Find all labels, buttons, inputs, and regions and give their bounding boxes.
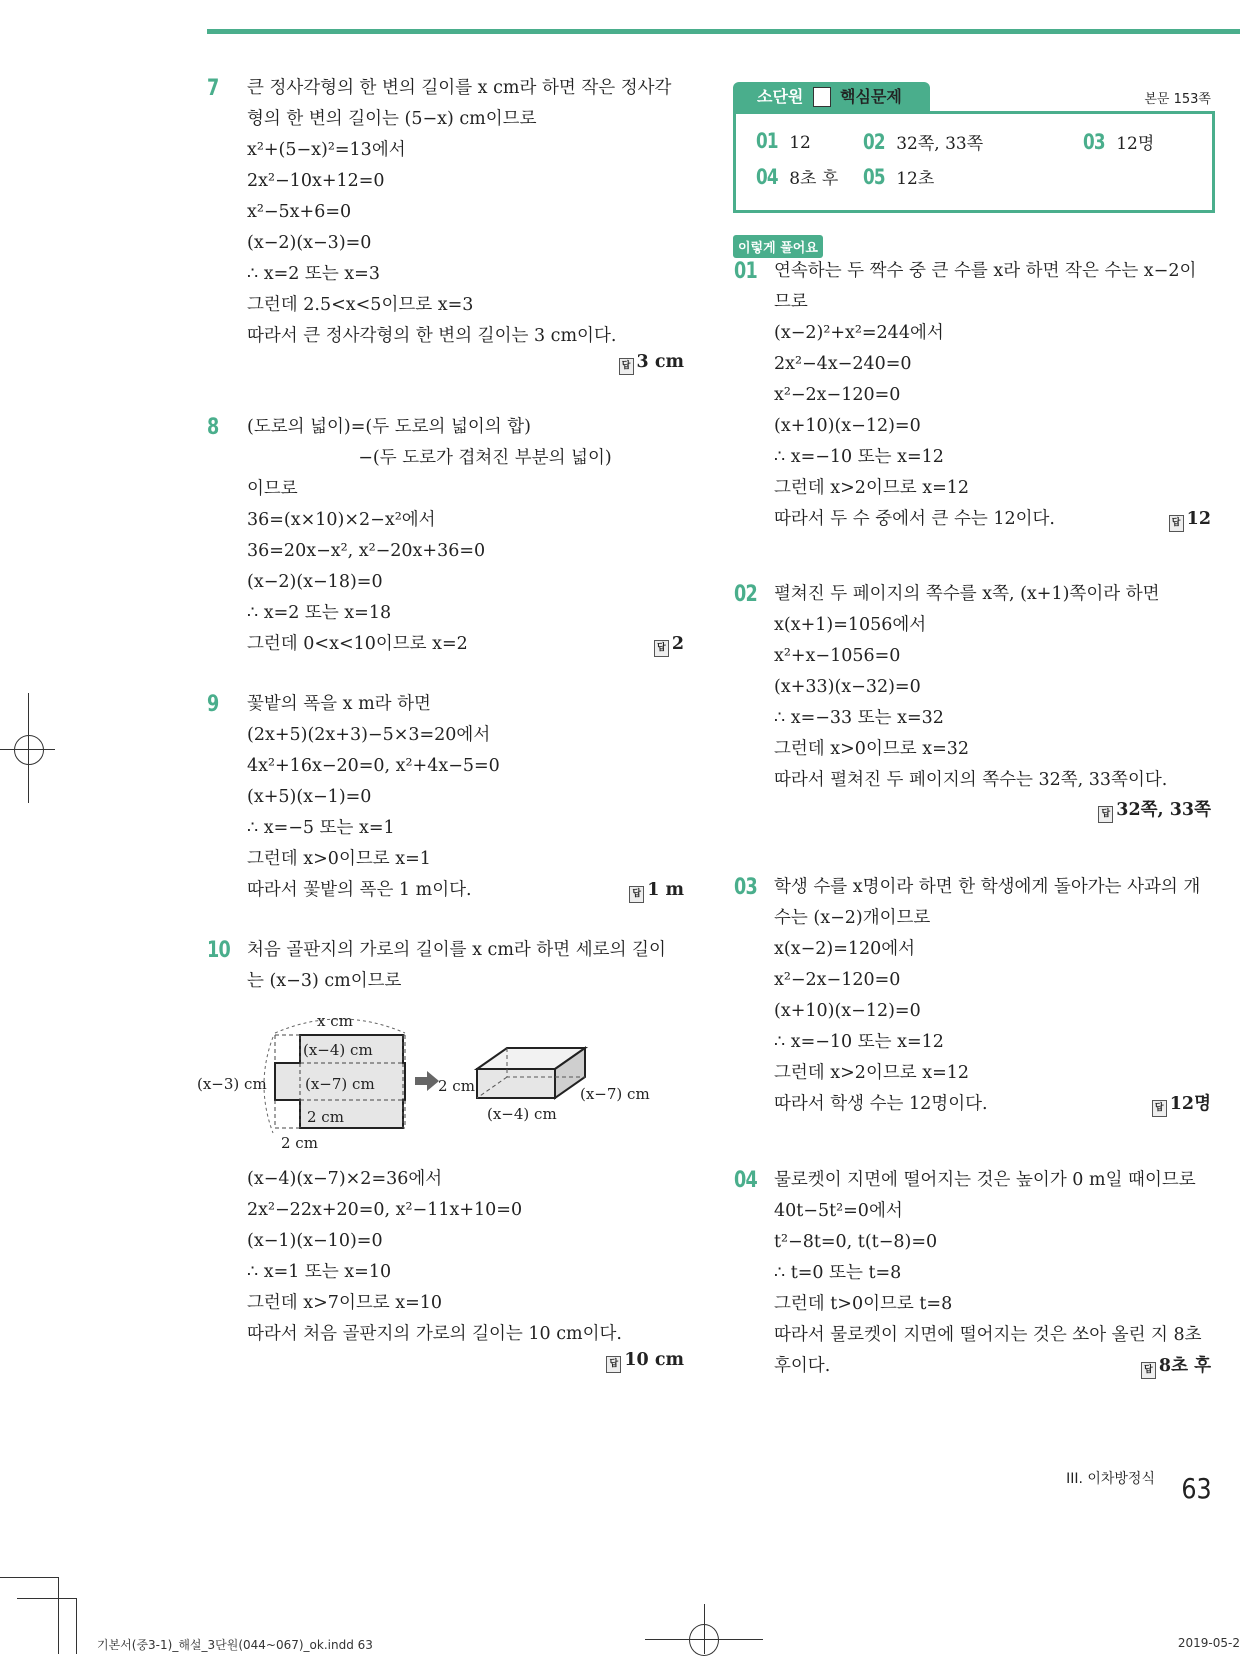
problem-number: 8 — [207, 415, 219, 440]
solution-line: (x−4)(x−7)×2=36에서 — [247, 1169, 443, 1189]
solution-line: 처음 골판지의 가로의 길이를 x cm라 하면 세로의 길이 — [247, 940, 666, 960]
header-rule — [207, 29, 1240, 34]
arrow-icon — [415, 1071, 439, 1091]
answer — [1169, 504, 1211, 535]
problem-number: 10 — [207, 938, 230, 963]
problem-04 — [734, 1165, 1211, 1382]
solution-line: 그런데 x>2이므로 x=12 — [774, 1063, 970, 1083]
answer-text: 12명 — [1169, 1094, 1211, 1114]
problem-number: 03 — [734, 875, 757, 900]
solution-line: t²−8t=0, t(t−8)=0 — [774, 1232, 938, 1252]
answer-marker-icon: 답 — [606, 1356, 621, 1373]
problem-number: 9 — [207, 692, 219, 717]
solution-line: 그런데 t>0이므로 t=8 — [774, 1294, 953, 1314]
solution-line: 2x²−10x+12=0 — [247, 171, 385, 191]
solution-line: 그런데 x>0이므로 x=32 — [774, 739, 970, 759]
answer — [654, 629, 684, 660]
box-diagram — [438, 1048, 650, 1123]
problem-01 — [734, 256, 1211, 535]
solution-line: 따라서 큰 정사각형의 한 변의 길이는 3 cm이다. — [247, 326, 617, 346]
label-x-3: (x−3) cm — [197, 1075, 267, 1093]
problem-number: 01 — [734, 259, 757, 284]
crop-mark — [17, 1598, 77, 1599]
solution-line: 그런데 0<x<10이므로 x=2 답 2 — [247, 629, 684, 660]
solution-label: 이렇게 풀어요 — [733, 235, 823, 258]
solution-line: (x−2)(x−18)=0 — [247, 572, 383, 592]
solution-line: 연속하는 두 짝수 중 큰 수를 x라 하면 작은 수는 x−2이 — [774, 261, 1197, 281]
solution-line: ∴ x=−10 또는 x=12 — [774, 1032, 944, 1052]
answer-key-item: 02 32쪽, 33쪽 — [863, 130, 984, 154]
solution-line: 2x²−22x+20=0, x²−11x+10=0 — [247, 1200, 523, 1220]
problem-10 — [207, 935, 684, 997]
problem-8 — [207, 412, 684, 660]
solution-line: ∴ x=−33 또는 x=32 — [774, 708, 944, 728]
solution-line: (x+10)(x−12)=0 — [774, 416, 921, 436]
answer-marker-icon: 답 — [1152, 1100, 1167, 1117]
answer-key-item: 03 12명 — [1083, 130, 1155, 154]
file-slug: 기본서(중3-1)_해설_3단원(044~067)_ok.indd 63 — [97, 1638, 373, 1652]
label-x-cm: x cm — [317, 1012, 353, 1030]
solution-line: ∴ x=−5 또는 x=1 — [247, 818, 395, 838]
page-reference: 본문 153쪽 — [1144, 92, 1211, 107]
solution-line: 므로 — [774, 292, 808, 312]
problem-number: 02 — [734, 582, 757, 607]
answer-text: 8초 후 — [1158, 1356, 1211, 1376]
answer-text: 1 m — [647, 880, 684, 900]
answer-key-box — [733, 111, 1215, 213]
solution-line: (x+5)(x−1)=0 — [247, 787, 372, 807]
solution-line: ∴ x=1 또는 x=10 — [247, 1262, 392, 1282]
solution-line: 2x²−4x−240=0 — [774, 354, 912, 374]
answer — [619, 352, 684, 375]
solution-line: ∴ x=2 또는 x=3 — [247, 264, 380, 284]
solution-line: (x−1)(x−10)=0 — [247, 1231, 383, 1251]
solution-line: x²−2x−120=0 — [774, 970, 901, 990]
solution-line: x(x−2)=120에서 — [774, 939, 916, 959]
solution-line: 36=20x−x², x²−20x+36=0 — [247, 541, 486, 561]
solution-line: (x−2)(x−3)=0 — [247, 233, 372, 253]
solution-line: 그런데 x>0이므로 x=1 — [247, 849, 431, 869]
solution-line: 그런데 x>2이므로 x=12 — [774, 478, 970, 498]
solution-line: 4x²+16x−20=0, x²+4x−5=0 — [247, 756, 500, 776]
solution-line: (도로의 넓이)=(두 도로의 넓이의 합) — [247, 417, 531, 437]
solution-line: 따라서 두 수 중에서 큰 수는 12이다. 답 12 — [774, 504, 1211, 535]
label-box-height: 2 cm — [438, 1077, 475, 1095]
solution-line: x²+(5−x)²=13에서 — [247, 140, 406, 160]
solution-line: x²−2x−120=0 — [774, 385, 901, 405]
document-icon — [813, 87, 831, 107]
answer-row — [247, 352, 684, 383]
section-tab — [733, 82, 930, 111]
label-x-7: (x−7) cm — [305, 1075, 375, 1093]
solution-line: x²−5x+6=0 — [247, 202, 352, 222]
solution-line: 따라서 꽃밭의 폭은 1 m이다. 답 1 m — [247, 875, 684, 906]
solution-line: (x+10)(x−12)=0 — [774, 1001, 921, 1021]
solution-line: 이므로 — [247, 479, 298, 499]
registration-mark — [14, 735, 44, 765]
problem-number: 04 — [734, 1168, 757, 1193]
answer-marker-icon: 답 — [1098, 806, 1113, 823]
solution-line: x(x+1)=1056에서 — [774, 615, 927, 635]
solution-line: 후이다. 답 8초 후 — [774, 1351, 1211, 1382]
label-2cm-bottom: 2 cm — [281, 1134, 318, 1152]
crop-mark — [0, 1577, 58, 1578]
answer-text: 32쪽, 33쪽 — [1116, 800, 1211, 820]
answer — [606, 1350, 684, 1373]
solution-line: (2x+5)(2x+3)−5×3=20에서 — [247, 725, 491, 745]
solution-line: (x+33)(x−32)=0 — [774, 677, 921, 697]
answer-key-item: 05 12초 — [863, 165, 935, 189]
answer — [1152, 1089, 1211, 1120]
answer-text: 2 — [671, 634, 684, 654]
solution-line: 는 (x−3) cm이므로 — [247, 971, 402, 991]
solution-line: (x−2)²+x²=244에서 — [774, 323, 944, 343]
solution-line: 40t−5t²=0에서 — [774, 1201, 903, 1221]
problem-9 — [207, 689, 684, 906]
section-title: 핵심문제 — [840, 87, 902, 106]
crop-mark — [76, 1598, 77, 1654]
problem-02 — [734, 579, 1211, 827]
problem-03 — [734, 872, 1211, 1120]
solution-line: 따라서 학생 수는 12명이다. 답 12명 — [774, 1089, 1211, 1120]
solution-line: 큰 정사각형의 한 변의 길이를 x cm라 하면 작은 정사각 — [247, 78, 672, 98]
solution-line: 수는 (x−2)개이므로 — [774, 908, 931, 928]
solution-line: −(두 도로가 겹쳐진 부분의 넓이) — [247, 448, 612, 468]
solution-line: 물로켓이 지면에 떨어지는 것은 높이가 0 m일 때이므로 — [774, 1170, 1196, 1190]
solution-line: x²+x−1056=0 — [774, 646, 901, 666]
problem-7 — [207, 73, 684, 383]
problem-number: 7 — [207, 76, 219, 101]
answer-text: 3 cm — [636, 352, 684, 372]
answer-text: 12 — [1186, 509, 1211, 529]
answer-text: 10 cm — [624, 1350, 684, 1370]
answer-marker-icon: 답 — [1169, 515, 1184, 532]
solution-line: ∴ x=2 또는 x=18 — [247, 603, 392, 623]
solution-line: 그런데 2.5<x<5이므로 x=3 — [247, 295, 474, 315]
answer — [629, 875, 684, 906]
answer-row — [247, 1350, 684, 1381]
label-x-4: (x−4) cm — [303, 1041, 373, 1059]
answer-row — [774, 796, 1211, 827]
answer-key-item: 01 12 — [756, 129, 811, 153]
net-and-box-figure — [195, 1005, 695, 1155]
solution-line: 따라서 물로켓이 지면에 떨어지는 것은 쏘아 올린 지 8초 — [774, 1325, 1202, 1345]
problem-10-continued — [247, 1164, 684, 1381]
answer-marker-icon: 답 — [1141, 1362, 1156, 1379]
solution-line: 형의 한 변의 길이는 (5−x) cm이므로 — [247, 109, 537, 129]
chapter-title: III. 이차방정식 — [1066, 1471, 1155, 1487]
solution-line: ∴ x=−10 또는 x=12 — [774, 447, 944, 467]
solution-line: 펼쳐진 두 페이지의 쪽수를 x쪽, (x+1)쪽이라 하면 — [774, 584, 1160, 604]
answer-marker-icon: 답 — [629, 886, 644, 903]
solution-line: ∴ t=0 또는 t=8 — [774, 1263, 902, 1283]
registration-mark — [689, 1624, 719, 1656]
answer-key-item: 04 8초 후 — [756, 165, 839, 189]
label-box-depth: (x−7) cm — [580, 1085, 650, 1103]
print-date: 2019-05-2 — [1177, 1636, 1240, 1650]
solution-line: 따라서 펼쳐진 두 페이지의 쪽수는 32쪽, 33쪽이다. — [774, 770, 1168, 790]
solution-line: 꽃밭의 폭을 x m라 하면 — [247, 694, 431, 714]
answer — [1098, 796, 1211, 823]
answer — [1141, 1351, 1211, 1382]
answer-marker-icon: 답 — [619, 358, 634, 375]
solution-line: 36=(x×10)×2−x²에서 — [247, 510, 436, 530]
page-number: 63 — [1181, 1472, 1212, 1505]
label-2cm-inner: 2 cm — [307, 1108, 344, 1126]
section-label: 소단원 — [757, 87, 804, 106]
answer-marker-icon: 답 — [654, 640, 669, 657]
solution-line: 학생 수를 x명이라 하면 한 학생에게 돌아가는 사과의 개 — [774, 877, 1201, 897]
label-box-width: (x−4) cm — [487, 1105, 557, 1123]
crop-mark — [58, 1577, 59, 1654]
net-diagram — [197, 1012, 405, 1152]
solution-line: 따라서 처음 골판지의 가로의 길이는 10 cm이다. — [247, 1324, 622, 1344]
solution-line: 그런데 x>7이므로 x=10 — [247, 1293, 443, 1313]
